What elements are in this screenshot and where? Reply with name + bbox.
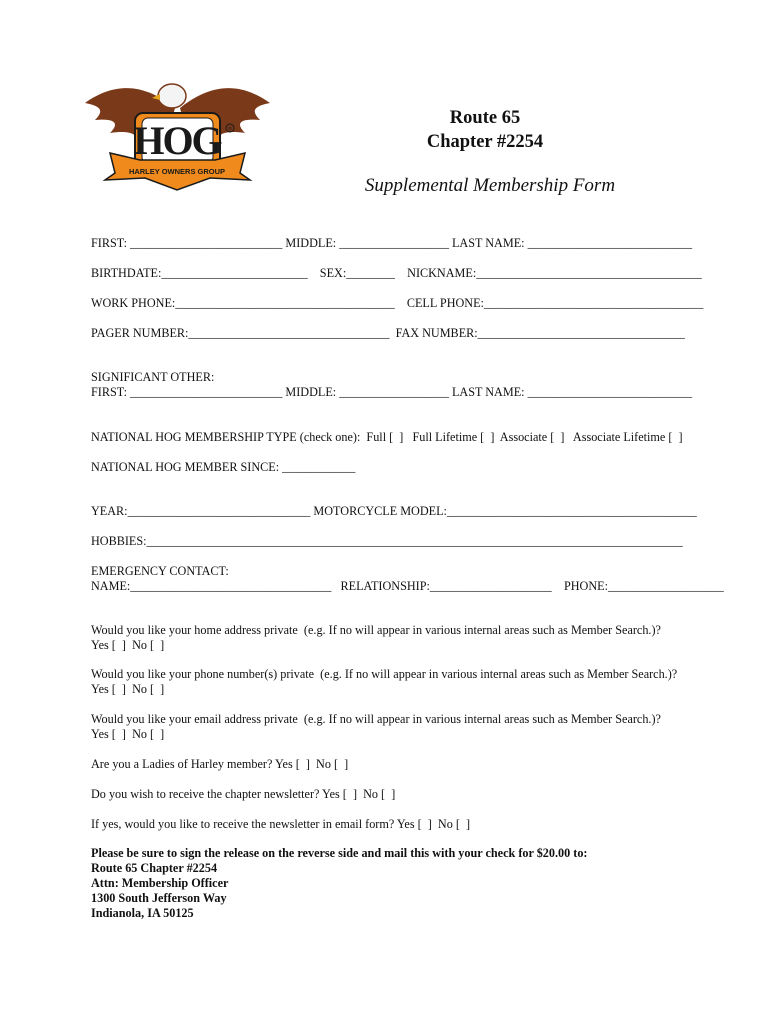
ladies-of-harley-question[interactable]: Are you a Ladies of Harley member? Yes [ ] No [ ] <box>91 757 349 771</box>
mailing-street: 1300 South Jefferson Way <box>91 891 227 905</box>
mailing-address-name: Route 65 Chapter #2254 <box>91 861 218 875</box>
name-fields-line[interactable]: FIRST: _________________________ MIDDLE: __________________ LAST NAME: ___________________________ <box>91 236 693 250</box>
significant-other-name-line[interactable]: FIRST: _________________________ MIDDLE: __________________ LAST NAME: ___________________________ <box>91 385 693 399</box>
mailing-instruction: Please be sure to sign the release on the reverse side and mail this with your check for $20.00 to: <box>91 846 588 860</box>
newsletter-email-question[interactable]: If yes, would you like to receive the newsletter in email form? Yes [ ] No [ ] <box>91 817 471 831</box>
hobbies-line[interactable]: HOBBIES:________________________________________________________________________________________ <box>91 534 683 548</box>
significant-other-label: SIGNIFICANT OTHER: <box>91 370 215 384</box>
hog-eagle-logo <box>80 68 275 193</box>
mailing-attn: Attn: Membership Officer <box>91 876 229 890</box>
mailing-city: Indianola, IA 50125 <box>91 906 194 920</box>
phone-private-question: Would you like your phone number(s) private (e.g. If no will appear in various internal areas such as Member Search.)? <box>91 667 678 681</box>
membership-type-line[interactable]: NATIONAL HOG MEMBERSHIP TYPE (check one): Full [ ] Full Lifetime [ ] Associate [ ] Associate Lifetime [ ] <box>91 430 683 444</box>
phone-private-answer[interactable]: Yes [ ] No [ ] <box>91 682 165 696</box>
emergency-contact-line[interactable]: NAME:_________________________________ RELATIONSHIP:____________________ PHONE:___________________ <box>91 579 724 593</box>
email-private-answer[interactable]: Yes [ ] No [ ] <box>91 727 165 741</box>
member-since-line[interactable]: NATIONAL HOG MEMBER SINCE: ____________ <box>91 460 356 474</box>
form-subtitle: Supplemental Membership Form <box>364 175 616 196</box>
pager-fax-line[interactable]: PAGER NUMBER:_________________________________ FAX NUMBER:__________________________________ <box>91 326 685 340</box>
address-private-question: Would you like your home address private (e.g. If no will appear in various internal areas such as Member Search.)? <box>91 623 661 637</box>
logo-letters: HOG <box>133 118 221 163</box>
page-title-chapter: Chapter #2254 <box>426 132 544 152</box>
emergency-contact-label: EMERGENCY CONTACT: <box>91 564 229 578</box>
year-model-line[interactable]: YEAR:______________________________ MOTORCYCLE MODEL:_________________________________________ <box>91 504 697 518</box>
logo-banner-text: HARLEY OWNERS GROUP <box>128 167 226 176</box>
work-cell-phone-line[interactable]: WORK PHONE:____________________________________ CELL PHONE:____________________________________ <box>91 296 704 310</box>
email-private-question: Would you like your email address private (e.g. If no will appear in various internal areas such as Member Search.)? <box>91 712 661 726</box>
svg-text:®: ® <box>228 126 232 133</box>
address-private-answer[interactable]: Yes [ ] No [ ] <box>91 638 165 652</box>
birthdate-sex-nickname-line[interactable]: BIRTHDATE:________________________ SEX:________ NICKNAME:_____________________________________ <box>91 266 702 280</box>
newsletter-question[interactable]: Do you wish to receive the chapter newsletter? Yes [ ] No [ ] <box>91 787 396 801</box>
page-title-route: Route 65 <box>449 108 521 128</box>
